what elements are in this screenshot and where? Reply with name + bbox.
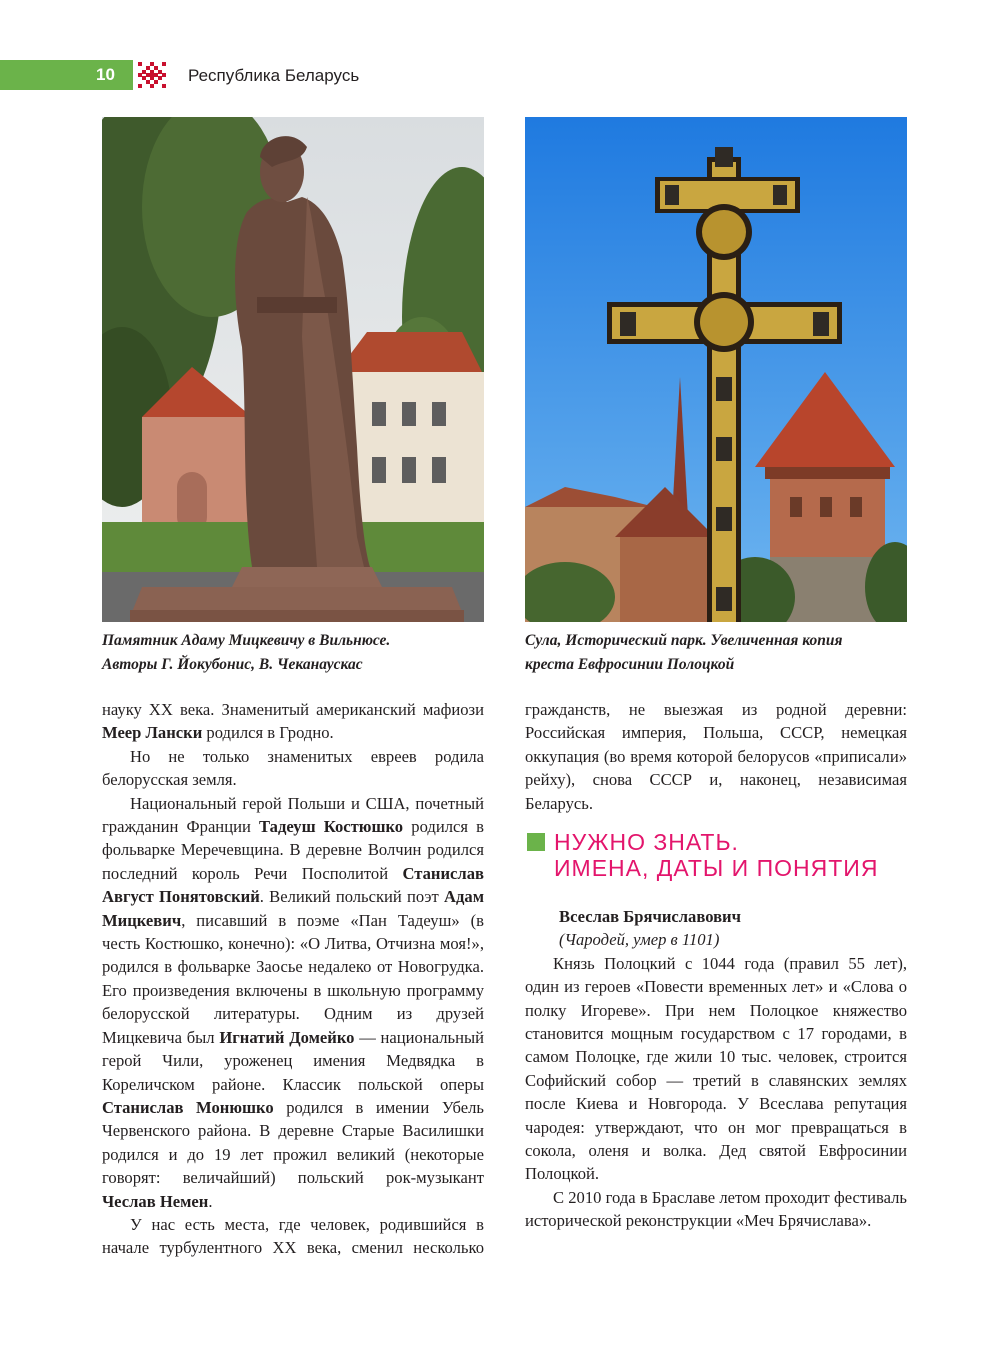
- folk-ornament-icon: [136, 60, 168, 90]
- person-name: Тадеуш Костюшко: [259, 817, 404, 837]
- left-column: [102, 698, 484, 1260]
- person-name: Адам Мицкевич: [102, 887, 485, 930]
- person-name: Меер Лански: [102, 723, 203, 743]
- entry-name: Всеслав Брячиславович: [559, 907, 741, 926]
- running-title: Республика Беларусь: [188, 66, 360, 85]
- right-column-entry: [525, 905, 907, 1233]
- figure-caption-1: [102, 629, 502, 677]
- person-name: Станислав Август Понятовский: [102, 863, 484, 907]
- caption-line: Памятник Адаму Мицкевичу в Вильнюсе.: [102, 632, 391, 649]
- paragraph: гражданств, не выезжая из родной деревни: Российская империя, Польша, СССР, немецкая оккупация (во время которой белорусов «приписали» рейху), снова СССР и, наконец, независимая Беларусь.: [525, 700, 907, 813]
- caption-line: Авторы Г. Йокубонис, В. Чеканаускас: [102, 656, 363, 673]
- person-name: Игнатий Домейко: [219, 1027, 355, 1047]
- paragraph: Князь Полоцкий с 1044 года (правил 55 лет), один из героев «Повести временных лет» и «Слова о полку Игореве». При нем Полоцкое княжество становится мощным государством с 17 городами, в самом Полоцке, где жили 10 тыс. человек, строится Софийский собор — третий в славянских землях после Киева и Новгорода. У Всеслава репутация чародея: утверждают, что он мог превращаться в сокола, оленя и волка. Дед святой Евфросинии Полоцкой.: [525, 953, 907, 1184]
- caption-line: Сула, Исторический парк. Увеличенная копия: [525, 632, 843, 649]
- page-number: 10: [96, 65, 115, 84]
- photo-mickiewicz-monument: [102, 117, 484, 622]
- photo-euphrosyne-cross: [525, 117, 907, 622]
- paragraph: Но не только знаменитых евреев родила белорусская земля.: [102, 746, 484, 790]
- entry-note: (Чародей, умер в 1101): [559, 930, 720, 950]
- caption-line: креста Евфросинии Полоцкой: [525, 656, 735, 673]
- section-title-line: ИМЕНА, ДАТЫ И ПОНЯТИЯ: [554, 855, 879, 881]
- paragraph: Национальный герой Польши и США, почетный гражданин Франции Тадеуш Костюшко родился в фольварке Меречевщина. В деревне Волчин родился последний король Речи Посполитой Станислав Август Понятовский. Великий польский поэт Адам Мицкевич, писавший в поэме «Пан Тадеуш» (в честь Костюшко, конечно): «О Литва, Отчизна моя!», родился в фольварке Заосье недалеко от Новогрудка. Его произведения включены в школьную программу белорусской литературы. Одним из друзей Мицкевича был Игнатий Домейко — национальный герой Чили, уроженец имения Медвядка в Кореличском районе. Классик польской оперы Станислав Монюшко родился в имении Убель Червенского района. В деревне Старые Василишки родился и до 19 лет прожил великий (некоторые говорят: величайший) польский рок-музыкант Чеслав Немен.: [102, 793, 485, 1211]
- person-name: Станислав Монюшко: [102, 1097, 274, 1117]
- paragraph: С 2010 года в Браславе летом проходит фестиваль исторической реконструкции «Меч Брячислава».: [525, 1187, 907, 1231]
- section-square-icon: [527, 833, 545, 851]
- section-title-line: НУЖНО ЗНАТЬ.: [554, 829, 739, 855]
- person-name: Чеслав Немен: [102, 1191, 209, 1211]
- paragraph: науку XX века. Знаменитый американский мафиози Меер Лански родился в Гродно.: [102, 700, 484, 743]
- paragraph: У нас есть места, где человек, родившийся в начале турбулентного XX века, сменил несколько: [102, 1214, 484, 1258]
- right-column-top: [525, 698, 907, 815]
- figure-caption-2: [525, 629, 925, 677]
